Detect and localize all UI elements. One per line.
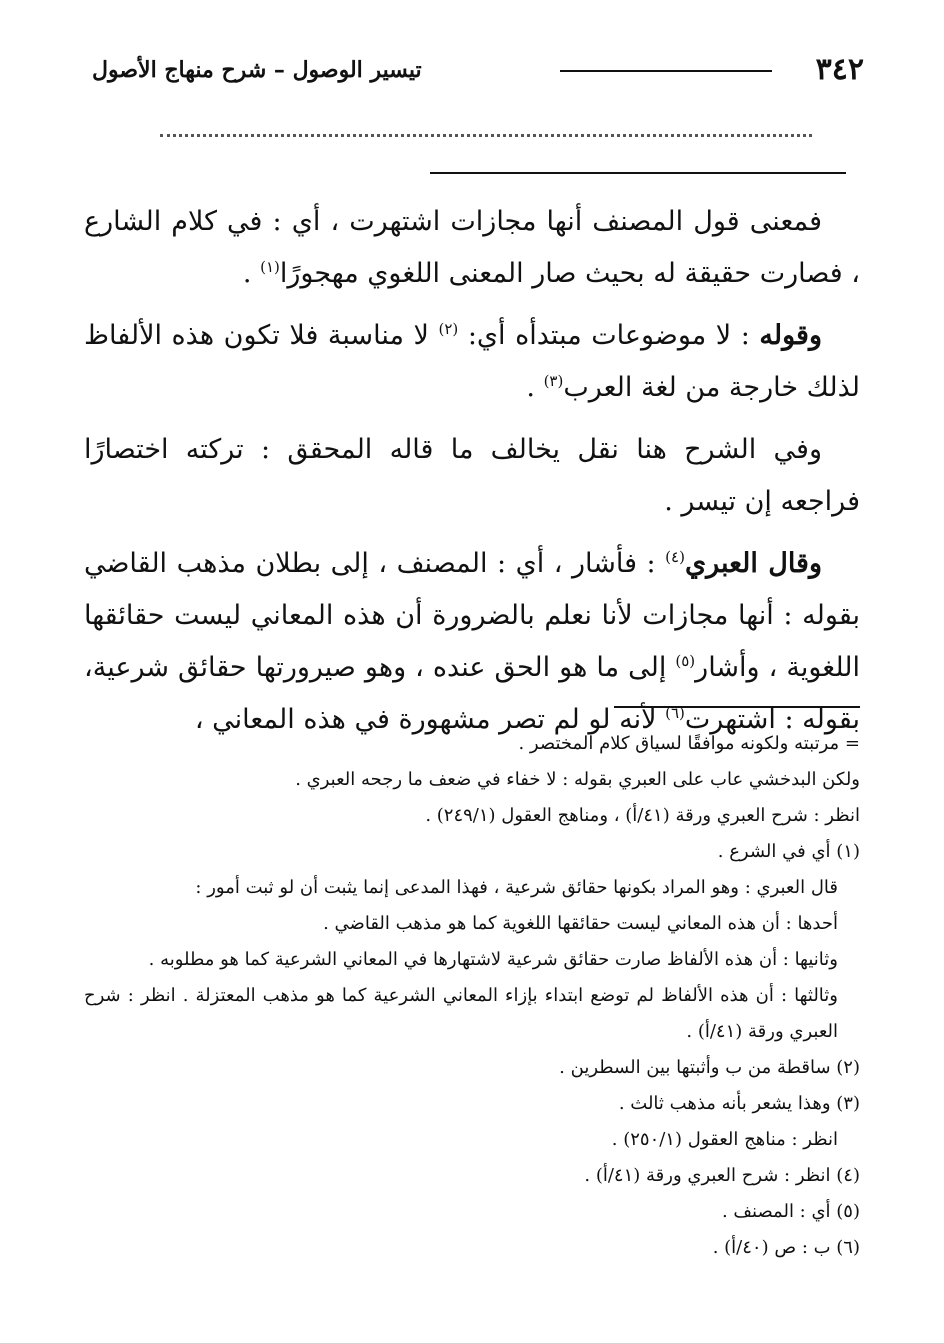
footnote-1-line-d: وثالثها : أن هذه الألفاظ لم توضع ابتداء بإزاء المعاني الشرعية كما هو مذهب المعتزلة . انظر : شرح العبري ورقة (٤١/أ) .	[84, 985, 838, 1042]
header-rule	[560, 70, 772, 72]
footnote-ref-4[interactable]: (٤)	[665, 548, 685, 566]
footnote-ref-2[interactable]: (٢)	[438, 320, 459, 338]
paragraph-3: وفي الشرح هنا نقل يخالف ما قاله المحقق : تركته اختصارًا فراجعه إن تيسر .	[84, 434, 860, 517]
paragraph-1	[84, 196, 860, 300]
paragraph-2-end: .	[526, 372, 544, 403]
paragraph-4-text-a: : فأشار ، أي : المصنف ، إلى بطلان مذهب القاضي بقوله : أنها مجازات لأنا نعلم بالضرورة أن هذه المعاني ليست حقائقها اللغوية ، وأشار	[84, 548, 860, 683]
footnotes	[84, 726, 860, 1266]
footnote-3-line-a: انظر : مناهج العقول (٢٥٠/١) .	[611, 1129, 838, 1150]
footnote-continued-1: = مرتبته ولكونه موافقًا لسياق كلام المختصر .	[518, 733, 860, 754]
paragraph-4-text-c: لأنه لو لم تصر مشهورة في هذه المعاني ،	[194, 704, 666, 735]
footnote-continued-3: انظر : شرح العبري ورقة (٤١/أ) ، ومناهج العقول (٢٤٩/١) .	[425, 805, 860, 826]
footnote-1: (١) أي في الشرع .	[717, 841, 860, 862]
paragraph-4-lead: وقال العبري	[684, 548, 822, 579]
footnote-ref-6[interactable]: (٦)	[665, 704, 685, 722]
paragraph-4	[84, 538, 860, 746]
paragraph-2-lead: وقوله	[759, 320, 822, 351]
footnote-2: (٢) ساقطة من ب وأثبتها بين السطرين .	[559, 1057, 860, 1078]
footnote-3: (٣) وهذا يشعر بأنه مذهب ثالث .	[618, 1093, 860, 1114]
paragraph-4-text-b: إلى ما هو الحق عنده ، وهو صيرورتها حقائق شرعية، بقوله : اشتهرت	[84, 652, 860, 735]
section-rule	[430, 172, 846, 174]
footnote-ref-1[interactable]: (١)	[260, 258, 280, 276]
footnote-1-line-b: أحدها : أن هذه المعاني ليست حقائقها اللغوية كما هو مذهب القاضي .	[323, 913, 838, 934]
paragraph-1-end: .	[242, 258, 261, 289]
paragraph-1-text: فمعنى قول المصنف أنها مجازات اشتهرت ، أي : في كلام الشارع ، فصارت حقيقة له بحيث صار المعنى اللغوي مهجورًا	[84, 206, 860, 289]
running-title: تيسير الوصول – شرح منهاج الأصول	[92, 57, 422, 83]
main-text	[84, 196, 860, 756]
paragraph-2	[84, 310, 860, 414]
page-number: ٣٤٢	[815, 52, 864, 87]
footnote-5: (٥) أي : المصنف .	[721, 1201, 860, 1222]
footnote-1-line-a: قال العبري : وهو المراد بكونها حقائق شرعية ، فهذا المدعى إنما يثبت أن لو ثبت أمور :	[195, 877, 838, 898]
dotted-separator	[160, 134, 812, 137]
paragraph-2-text-a: : لا موضوعات مبتدأه أي:	[458, 320, 760, 351]
footnote-1-line-c: وثانيها : أن هذه الألفاظ صارت حقائق شرعية لاشتهارها في المعاني الشرعية كما هو مطلوبه .	[148, 949, 838, 970]
footnote-ref-5[interactable]: (٥)	[675, 652, 696, 670]
footnote-continued-2: ولكن البدخشي عاب على العبري بقوله : لا خفاء في ضعف ما رجحه العبري .	[295, 769, 860, 790]
footnote-ref-3[interactable]: (٣)	[543, 372, 564, 390]
footnote-6: (٦) ب : ص (٤٠/أ) .	[712, 1237, 860, 1258]
page-header	[92, 48, 864, 98]
footnote-rule	[614, 706, 860, 708]
footnote-4: (٤) انظر : شرح العبري ورقة (٤١/أ) .	[584, 1165, 860, 1186]
paragraph-2-text-b: لا مناسبة فلا تكون هذه الألفاظ لذلك خارجة من لغة العرب	[84, 320, 860, 403]
